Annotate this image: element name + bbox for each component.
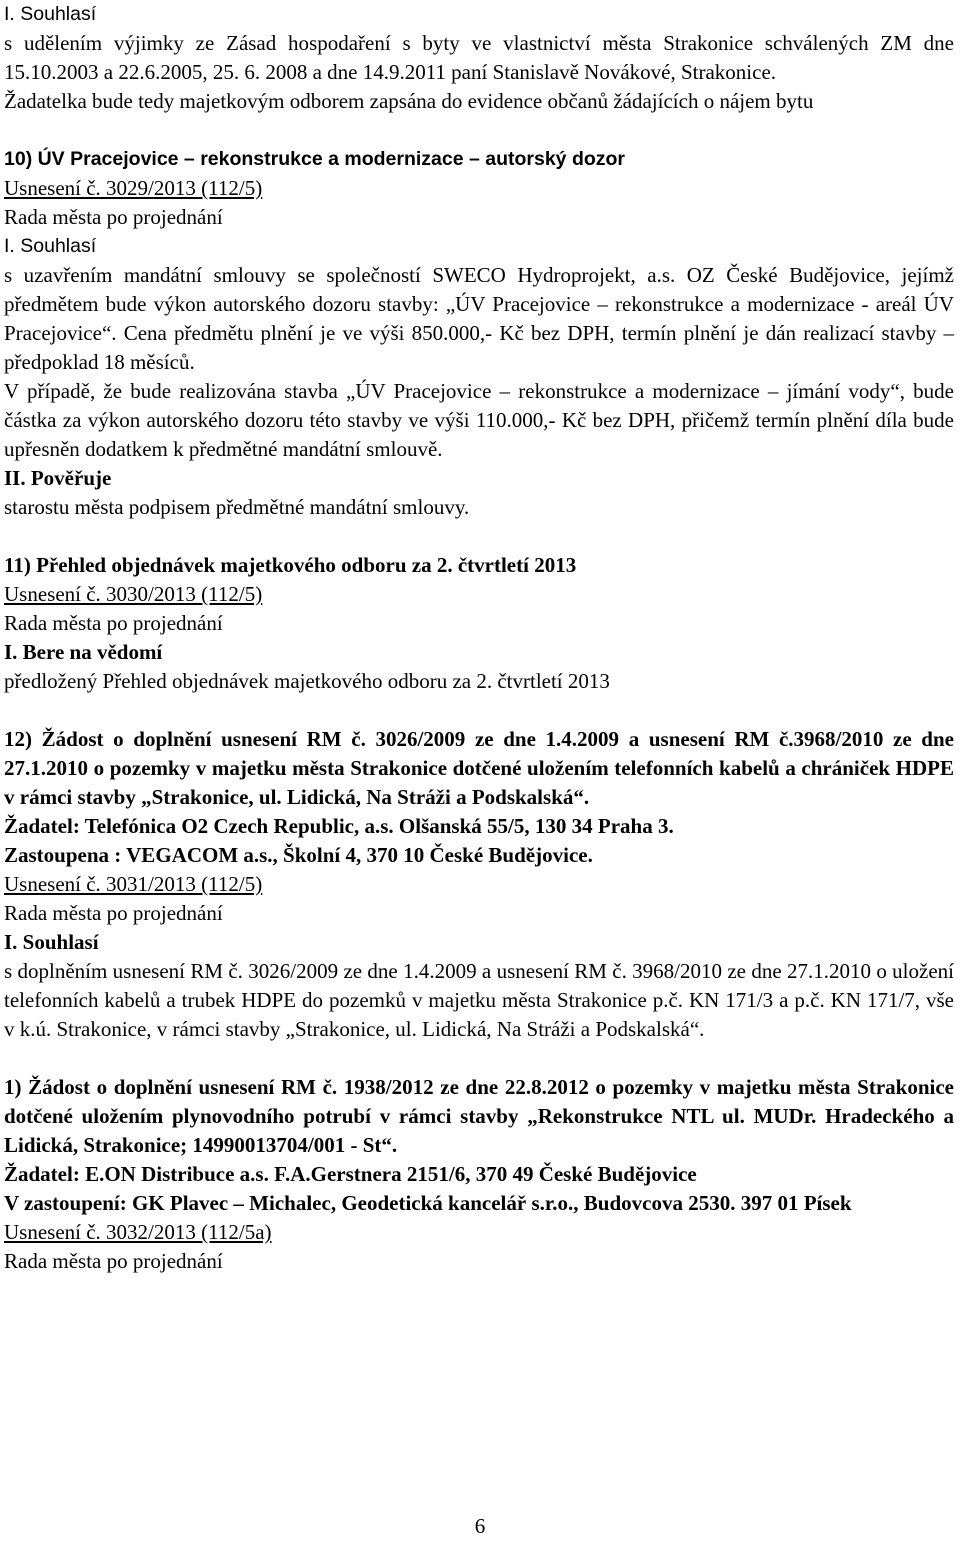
item12-represented: Zastoupena : VEGACOM a.s., Školní 4, 370 10 České Budějovice. xyxy=(4,843,593,867)
item12-text: s doplněním usnesení RM č. 3026/2009 ze dne 1.4.2009 a usnesení RM č. 3968/2010 ze dne 27.1.2010 o uložení telefonních kabelů a trubek HDPE do pozemků v majetku města Strakonice p.č. KN 171/3 a p.č. KN 171/7, vše v k.ú. Strakonice, v rámci stavby „Strakonice, ul. Lidická, Na Stráži a Podskalská“. xyxy=(4,959,954,1041)
item11-rada: Rada města po projednání xyxy=(4,611,223,635)
item10-text3: starostu města podpisem předmětné mandátní smlouvy. xyxy=(4,495,470,519)
item11-text: předložený Přehled objednávek majetkového odboru za 2. čtvrtletí 2013 xyxy=(4,669,610,693)
item1-heading: 1) Žádost o doplnění usnesení RM č. 1938/2012 ze dne 22.8.2012 o pozemky v majetku města Strakonice dotčené uložením plynovodního potrubí v rámci stavby „Rekonstrukce NTL ul. MUDr. Hradeckého a Lidická, Strakonice; 14990013704/001 - St“. xyxy=(4,1075,954,1157)
item10-text2: V případě, že bude realizována stavba „ÚV Pracejovice – rekonstrukce a modernizace – jímání vody“, bude částka za výkon autorského dozoru této stavby ve výši 110.000,- Kč bez DPH, přičemž termín plnění díla bude upřesněn dodatkem k předmětné mandátní smlouvě. xyxy=(4,379,954,461)
item12-rada: Rada města po projednání xyxy=(4,901,223,925)
item10-text1: s uzavřením mandátní smlouvy se společností SWECO Hydroprojekt, a.s. OZ České Budějovice, jejímž předmětem bude výkon autorského dozoru stavby: „ÚV Pracejovice – rekonstrukce a modernizace - areál ÚV Pracejovice“. Cena předmětu plnění je ve výši 850.000,- Kč bez DPH, termín plnění je dán realizací stavby – předpoklad 18 měsíců. xyxy=(4,263,954,374)
top-note: Žadatelka bude tedy majetkovým odborem zapsána do evidence občanů žádajících o nájem bytu xyxy=(4,89,814,113)
spacer xyxy=(4,1044,954,1073)
item10-decision2: II. Pověřuje xyxy=(4,466,112,490)
spacer xyxy=(4,522,954,551)
item12-heading: 12) Žádost o doplnění usnesení RM č. 3026/2009 ze dne 1.4.2009 a usnesení RM č.3968/2010 ze dne 27.1.2010 o pozemky v majetku města Strakonice dotčené uložením telefonních kabelů a chrániček HDPE v rámci stavby „Strakonice, ul. Lidická, Na Stráži a Podskalská“. xyxy=(4,727,954,809)
spacer xyxy=(4,696,954,725)
top-decision-text: s udělením výjimky ze Zásad hospodaření s byty ve vlastnictví města Strakonice schválených ZM dne 15.10.2003 a 22.6.2005, 25. 6. 2008 a dne 14.9.2011 paní Stanislavě Novákové, Strakonice. xyxy=(4,31,954,84)
item12-applicant: Žadatel: Telefónica O2 Czech Republic, a.s. Olšanská 55/5, 130 34 Praha 3. xyxy=(4,814,674,838)
item1-represented: V zastoupení: GK Plavec – Michalec, Geodetická kancelář s.r.o., Budovcova 2530. 397 01 Písek xyxy=(4,1191,852,1215)
item11-decision: I. Bere na vědomí xyxy=(4,640,163,664)
item11-heading: 11) Přehled objednávek majetkového odboru za 2. čtvrtletí 2013 xyxy=(4,553,577,577)
item1-rada: Rada města po projednání xyxy=(4,1249,223,1273)
item1-resolution: Usnesení č. 3032/2013 (112/5a) xyxy=(4,1220,272,1244)
item10-resolution: Usnesení č. 3029/2013 (112/5) xyxy=(4,176,263,200)
page-number: 6 xyxy=(474,1514,486,1538)
item11-resolution: Usnesení č. 3030/2013 (112/5) xyxy=(4,582,263,606)
item12-resolution: Usnesení č. 3031/2013 (112/5) xyxy=(4,872,263,896)
document-page xyxy=(4,0,954,1276)
item1-applicant: Žadatel: E.ON Distribuce a.s. F.A.Gerstnera 2151/6, 370 49 České Budějovice xyxy=(4,1162,697,1186)
spacer xyxy=(4,116,954,145)
top-decision: I. Souhlasí xyxy=(4,3,97,25)
item10-decision1: I. Souhlasí xyxy=(4,235,97,257)
item10-rada: Rada města po projednání xyxy=(4,205,223,229)
item10-heading: 10) ÚV Pracejovice – rekonstrukce a modernizace – autorský dozor xyxy=(4,148,626,170)
item12-decision: I. Souhlasí xyxy=(4,930,99,954)
